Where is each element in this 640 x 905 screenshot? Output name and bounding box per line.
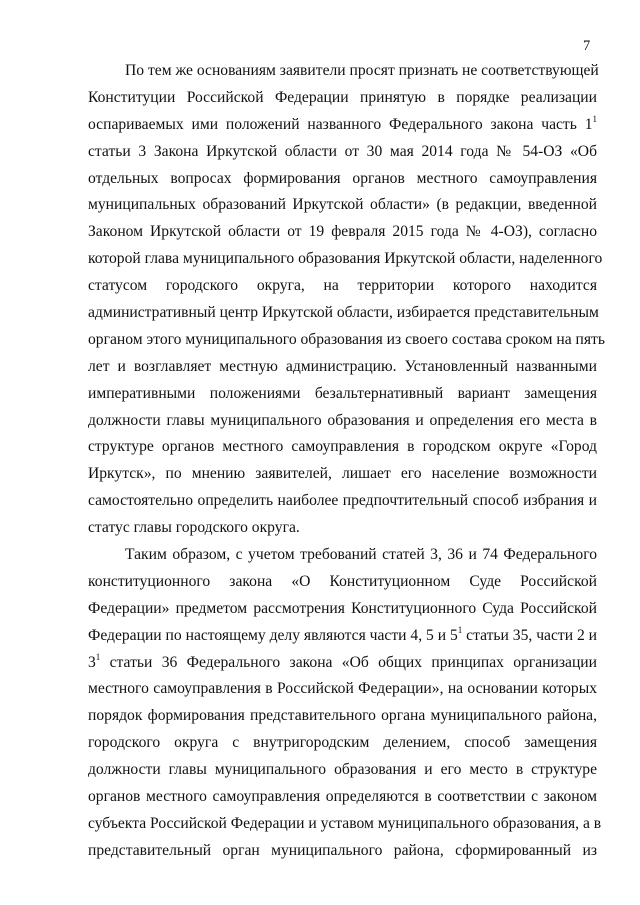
text-line (88, 676, 597, 703)
text-line-content: местного самоуправления в Российской Федерации», на основании которых (88, 680, 597, 698)
text-line (88, 623, 597, 650)
text-line-content: самостоятельно определить наиболее предпочтительный способ избрания и (88, 492, 597, 510)
text-line (88, 596, 597, 623)
text-line-content: Конституции Российской Федерации принятую в порядке реализации (88, 88, 597, 106)
text-line-content: административный центр Иркутской области, избирается представительным (88, 304, 599, 322)
text-line (88, 246, 603, 273)
text-line (88, 112, 597, 139)
text-line-content: представительный орган муниципального района, сформированный из (88, 841, 597, 859)
text-line-continuation: статьи 36 Федерального закона «Об общих принципах организации (100, 653, 597, 671)
superscript: 1 (95, 651, 101, 662)
text-line (88, 515, 597, 542)
text-line-content: органом этого муниципального образования из своего состава сроком на пять (88, 330, 605, 348)
text-line (88, 192, 597, 219)
text-line-content: По тем же основаниям заявители просят признать не соответствующей (125, 62, 599, 79)
page-number: 7 (583, 38, 591, 54)
text-line (88, 354, 597, 381)
text-line-content: муниципальных образований Иркутской области» (в редакции, введенной (88, 196, 597, 214)
superscript: 1 (592, 113, 597, 124)
text-line (88, 381, 597, 408)
text-line-content: статусом городского округа, на территории которого находится (88, 277, 597, 295)
text-line (88, 461, 597, 488)
text-line (88, 327, 605, 354)
text-line-content: императивными положениями безальтернативный вариант замещения (88, 384, 597, 402)
text-line-content: порядок формирования представительного органа муниципального района, (88, 707, 597, 725)
text-line-content: лет и возглавляет местную администрацию. Установленный названными (88, 357, 597, 375)
text-line-content: органов местного самоуправления определяются в соответствии с законом (88, 788, 597, 806)
text-line (88, 85, 597, 112)
text-line (88, 273, 597, 300)
text-line (88, 703, 597, 730)
text-line-content: 3 (88, 653, 96, 671)
superscript: 1 (457, 624, 463, 635)
text-line (88, 838, 597, 865)
text-line (88, 650, 597, 677)
text-line-content: Федерации» предметом рассмотрения Конституционного Суда Российской (88, 599, 597, 617)
text-line (88, 408, 597, 435)
text-line (88, 488, 597, 515)
text-line-content: конституционного закона «О Конституционном Суде Российской (88, 572, 597, 590)
text-line (88, 219, 597, 246)
text-line-continuation: статьи 35, части 2 и (462, 626, 597, 644)
text-line-content: структуре органов местного самоуправления в городском округе «Город (88, 438, 597, 456)
document-body (88, 58, 605, 865)
text-line (88, 434, 597, 461)
text-line (88, 757, 597, 784)
text-line-content: субъекта Российской Федерации и уставом муниципального образования, а в (88, 814, 602, 832)
text-line (88, 542, 597, 569)
text-line-content: Законом Иркутской области от 19 февраля 2015 года № 4-ОЗ), согласно (88, 223, 597, 241)
text-line-content: статьи 3 Закона Иркутской области от 30 мая 2014 года № 54-ОЗ «Об (88, 142, 597, 160)
text-line (88, 139, 597, 166)
text-line (88, 58, 597, 85)
text-line (88, 784, 597, 811)
text-line (88, 811, 602, 838)
text-line (88, 569, 597, 596)
text-line-content: должности главы муниципального образования и определения его места в (88, 411, 597, 429)
text-line-content: Иркутск», по мнению заявителей, лишает его население возможности (88, 465, 597, 483)
text-line-content: городского округа с внутригородским делением, способ замещения (88, 734, 597, 752)
text-line-content: должности главы муниципального образования и его место в структуре (88, 761, 597, 779)
text-line-content: оспариваемых ими положений названного Федерального закона часть 1 (88, 115, 593, 133)
text-line-content: Таким образом, с учетом требований статей 3, 36 и 74 Федерального (125, 546, 597, 564)
text-line-content: которой глава муниципального образования Иркутской области, наделенного (88, 250, 603, 268)
text-line-content: статус главы городского округа. (88, 519, 300, 537)
text-line-content: Федерации по настоящему делу являются части 4, 5 и 5 (88, 626, 458, 644)
text-line (88, 166, 597, 193)
text-line-content: отдельных вопросах формирования органов местного самоуправления (88, 169, 597, 187)
text-line (88, 730, 597, 757)
text-line (88, 300, 597, 327)
